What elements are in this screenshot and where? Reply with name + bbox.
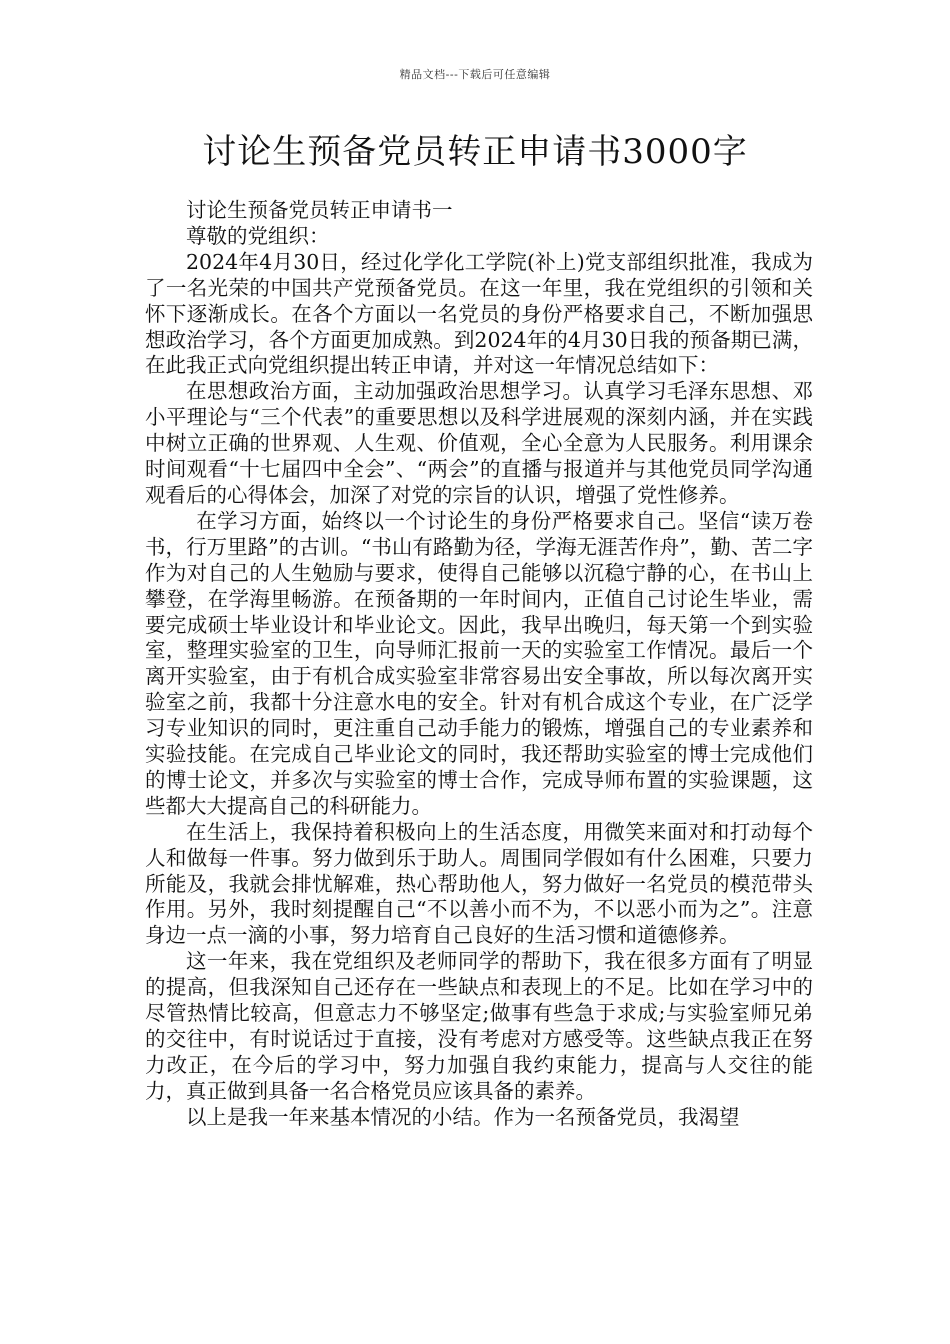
header-note: 精品文档---下载后可任意编辑 — [399, 68, 551, 81]
paragraph-subtitle: 讨论生预备党员转正申请书一 — [186, 198, 453, 222]
document-body — [145, 198, 813, 1131]
paragraph-life: 在生活上，我保持着积极向上的生活态度，用微笑来面对和打动每个人和做每一件事。努力做到乐于助人。周围同学假如有什么困难，只要力所能及，我就会排忧解难，热心帮助他人，努力做好一名党员的模范带头作用。另外，我时刻提醒自己“不以善小而不为，不以恶小而为之”。注意身边一点一滴的小事，努力培育自己良好的生活习惯和道德修养。 — [145, 819, 813, 948]
document-title: 讨论生预备党员转正申请书3000字 — [202, 132, 748, 172]
paragraph-summary: 以上是我一年来基本情况的小结。作为一名预备党员，我渴望 — [186, 1104, 740, 1129]
paragraph-intro: 2024年4月30日，经过化学化工学院(补上)党支部组织批准，我成为了一名光荣的中国共产党预备党员。在这一年里，我在党组织的引领和关怀下逐渐成长。在各个方面以一名党员的身份严格要求自己，不断加强思想政治学习，各个方面更加成熟。到2024年的4月30日我的预备期已满，在此我正式向党组织提出转正申请，并对这一年情况总结如下： — [145, 249, 813, 378]
paragraph-salutation: 尊敬的党组织： — [186, 223, 330, 248]
paragraph-shortcomings: 这一年来，我在党组织及老师同学的帮助下，我在很多方面有了明显的提高，但我深知自己还存在一些缺点和表现上的不足。比如在学习中的尽管热情比较高，但意志力不够坚定;做事有些急于求成;与实验室师兄弟的交往中，有时说话过于直接，没有考虑对方感受等。这些缺点我正在努力改正，在今后的学习中，努力加强自我约束能力，提高与人交往的能力，真正做到具备一名合格党员应该具备的素养。 — [145, 949, 813, 1103]
paragraph-study: 在学习方面，始终以一个讨论生的身份严格要求自己。坚信“读万卷书，行万里路”的古训。“书山有路勤为径，学海无涯苦作舟”，勤、苦二字作为对自己的人生勉励与要求，使得自己能够以沉稳宁静的心，在书山上攀登，在学海里畅游。在预备期的一年时间内，正值自己讨论生毕业，需要完成硕士毕业设计和毕业论文。因此，我早出晚归，每天第一个到实验室，整理实验室的卫生，向导师汇报前一天的实验室工作情况。最后一个离开实验室，由于有机合成实验室非常容易出安全事故，所以每次离开实验室之前，我都十分注意水电的安全。针对有机合成这个专业，在广泛学习专业知识的同时，更注重自己动手能力的锻炼，增强自己的专业素养和实验技能。在完成自己毕业论文的同时，我还帮助实验室的博士完成他们的博士论文，并多次与实验室的博士合作，完成导师布置的实验课题，这些都大大提高自己的科研能力。 — [145, 508, 813, 818]
paragraph-political: 在思想政治方面，主动加强政治思想学习。认真学习毛泽东思想、邓小平理论与“三个代表”的重要思想以及科学进展观的深刻内涵，并在实践中树立正确的世界观、人生观、价值观，全心全意为人民服务。利用课余时间观看“十七届四中全会”、“两会”的直播与报道并与其他党员同学沟通观看后的心得体会，加深了对党的宗旨的认识，增强了党性修养。 — [145, 379, 813, 507]
